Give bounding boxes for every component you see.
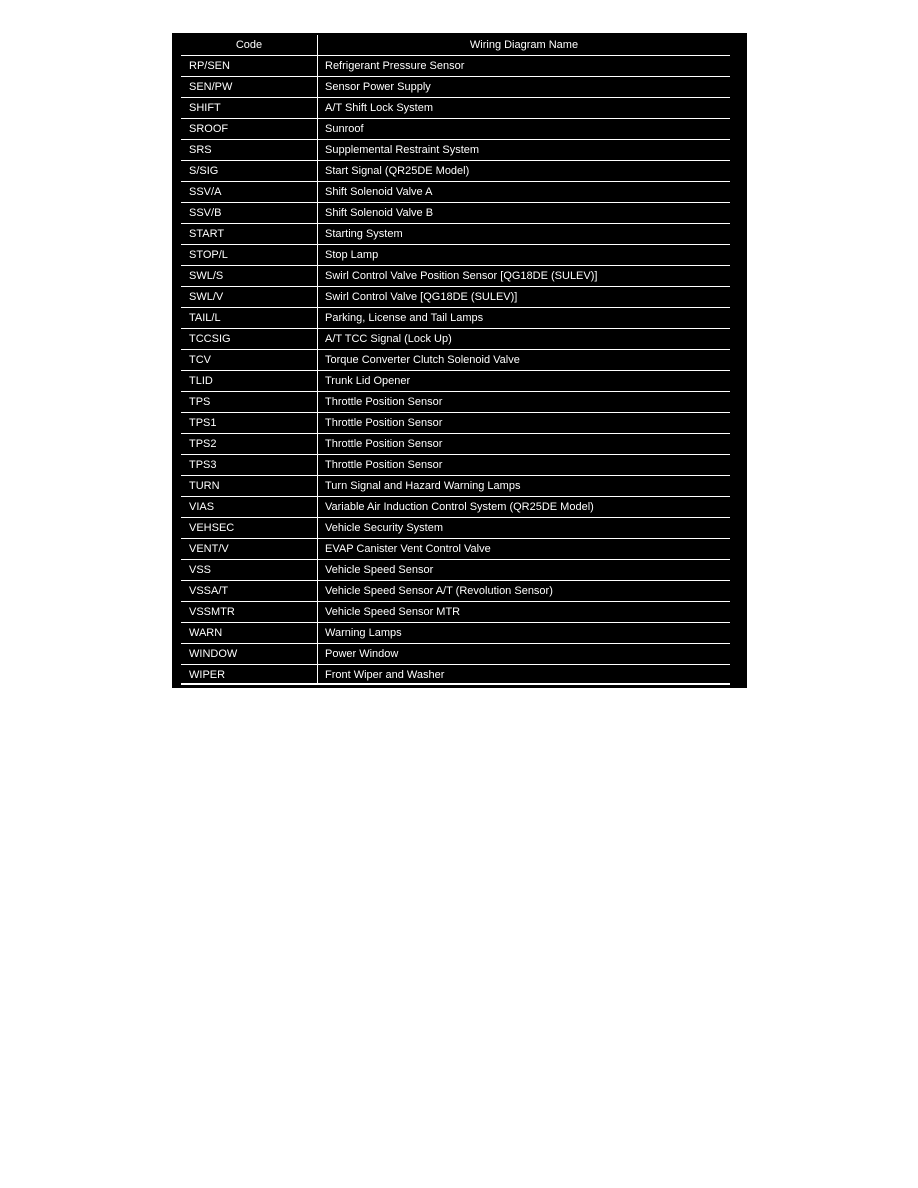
- row-name-cell: Warning Lamps: [318, 623, 731, 644]
- row-code-cell: S/SIG: [181, 161, 318, 182]
- table-body: [181, 56, 730, 686]
- table-row: [181, 308, 730, 329]
- row-code-cell: WIPER: [181, 665, 318, 686]
- table-row: [181, 245, 730, 266]
- row-name-cell: Vehicle Security System: [318, 518, 731, 539]
- row-code-cell: STOP/L: [181, 245, 318, 266]
- row-name-cell: Throttle Position Sensor: [318, 392, 731, 413]
- row-name-cell: EVAP Canister Vent Control Valve: [318, 539, 731, 560]
- table-row: [181, 329, 730, 350]
- table-bottom-rule: [181, 683, 730, 685]
- row-code-cell: TPS2: [181, 434, 318, 455]
- row-name-cell: Swirl Control Valve [QG18DE (SULEV)]: [318, 287, 731, 308]
- row-code-cell: VIAS: [181, 497, 318, 518]
- row-code-cell: SHIFT: [181, 98, 318, 119]
- table-row: [181, 518, 730, 539]
- row-code-cell: SEN/PW: [181, 77, 318, 98]
- row-name-cell: Front Wiper and Washer: [325, 669, 445, 681]
- table-row: [181, 287, 730, 308]
- row-code-cell: VSSA/T: [181, 581, 318, 602]
- row-name-cell: Turn Signal and Hazard Warning Lamps: [318, 476, 731, 497]
- table-row: [181, 140, 730, 161]
- table-row: [181, 371, 730, 392]
- row-code-cell: VENT/V: [181, 539, 318, 560]
- table-row: [181, 119, 730, 140]
- row-code-cell: VSS: [181, 560, 318, 581]
- row-name-cell: Throttle Position Sensor: [318, 434, 731, 455]
- table-row: [181, 497, 730, 518]
- row-name-cell: Power Window: [318, 644, 731, 665]
- wiring-code-table: [181, 35, 730, 685]
- table-row: [181, 56, 730, 77]
- row-name-cell: Sensor Power Supply: [318, 77, 731, 98]
- row-name-cell: Shift Solenoid Valve A: [318, 182, 731, 203]
- row-code-cell: TPS1: [181, 413, 318, 434]
- row-name-cell: Sunroof: [318, 119, 731, 140]
- row-code-cell: VEHSEC: [181, 518, 318, 539]
- row-name-cell: A/T Shift Lock System: [318, 98, 731, 119]
- row-name-cell: Variable Air Induction Control System (QR25DE Model): [318, 497, 731, 518]
- row-name-cell: A/T TCC Signal (Lock Up): [318, 329, 731, 350]
- table-row: [181, 224, 730, 245]
- row-code-cell: WINDOW: [181, 644, 318, 665]
- column-header-code: Code: [181, 35, 318, 56]
- row-code-cell: TLID: [181, 371, 318, 392]
- row-code-cell: WARN: [181, 623, 318, 644]
- row-name-cell: Vehicle Speed Sensor MTR: [318, 602, 731, 623]
- wiring-code-table-frame: [172, 33, 747, 688]
- row-code-cell: TCCSIG: [181, 329, 318, 350]
- row-name-cell: Starting System: [318, 224, 731, 245]
- table-row: [181, 434, 730, 455]
- row-name-cell: Shift Solenoid Valve B: [318, 203, 731, 224]
- row-name-cell: Vehicle Speed Sensor A/T (Revolution Sensor): [318, 581, 731, 602]
- row-code-cell: SSV/B: [181, 203, 318, 224]
- row-code-cell: SSV/A: [181, 182, 318, 203]
- row-name-cell: Vehicle Speed Sensor: [318, 560, 731, 581]
- row-code-cell: TPS: [181, 392, 318, 413]
- table-row: [181, 455, 730, 476]
- row-code-cell: SRS: [181, 140, 318, 161]
- row-name-cell: Supplemental Restraint System: [318, 140, 731, 161]
- row-code-cell: SWL/S: [181, 266, 318, 287]
- row-name-cell: Parking, License and Tail Lamps: [318, 308, 731, 329]
- table-row: [181, 350, 730, 371]
- table-row: [181, 392, 730, 413]
- row-code-cell: RP/SEN: [181, 56, 318, 77]
- row-code-cell: START: [181, 224, 318, 245]
- table-row: [181, 665, 730, 686]
- row-name-cell: Refrigerant Pressure Sensor: [318, 56, 731, 77]
- column-header-name: Wiring Diagram Name: [318, 35, 731, 56]
- table-row: [181, 623, 730, 644]
- row-name-cell: Throttle Position Sensor: [318, 413, 731, 434]
- table-row: [181, 476, 730, 497]
- table-row: [181, 161, 730, 182]
- table-row: [181, 539, 730, 560]
- row-code-cell: TCV: [181, 350, 318, 371]
- row-name-cell: Start Signal (QR25DE Model): [318, 161, 731, 182]
- table-row: [181, 266, 730, 287]
- row-code-cell: VSSMTR: [181, 602, 318, 623]
- table-row: [181, 581, 730, 602]
- table-row: [181, 602, 730, 623]
- table-row: [181, 560, 730, 581]
- table-header: [181, 35, 730, 56]
- table-row: [181, 644, 730, 665]
- row-name-cell: Trunk Lid Opener: [318, 371, 731, 392]
- table-row: [181, 77, 730, 98]
- table-row: [181, 413, 730, 434]
- row-code-cell: SWL/V: [181, 287, 318, 308]
- table-row: [181, 98, 730, 119]
- table-row: [181, 203, 730, 224]
- table-row: [181, 182, 730, 203]
- row-name-cell: Swirl Control Valve Position Sensor [QG18DE (SULEV)]: [318, 266, 731, 287]
- row-name-cell: Torque Converter Clutch Solenoid Valve: [318, 350, 731, 371]
- row-code-cell: TPS3: [181, 455, 318, 476]
- row-code-cell: TURN: [181, 476, 318, 497]
- row-name-cell: Stop Lamp: [318, 245, 731, 266]
- row-code-cell: SROOF: [181, 119, 318, 140]
- row-code-cell: TAIL/L: [181, 308, 318, 329]
- header-row: [181, 35, 730, 56]
- row-name-cell: Throttle Position Sensor: [318, 455, 731, 476]
